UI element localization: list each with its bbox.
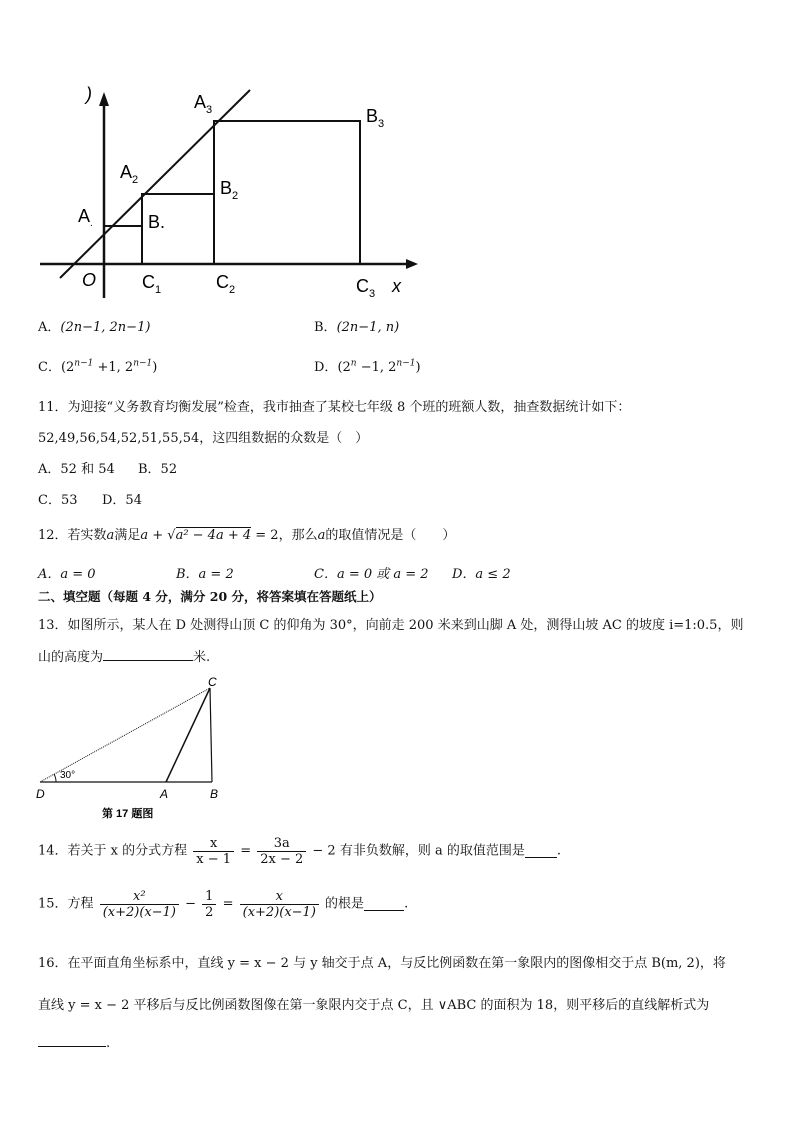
- point-C: C: [208, 675, 217, 689]
- option-10C: C．($2^{n-1} +1$, $2^{n-1}$): [38, 358, 158, 375]
- option-12C: C．a = 0 或 a = 2: [314, 567, 429, 582]
- option-11C: C．53: [38, 493, 78, 508]
- question-11-line1: 11．为迎接“义务教育均衡发展”检查，我市抽查了某校七年级 8 个班的班额人数，抽查数据统计如下：: [38, 400, 631, 415]
- question-16-line3: .: [38, 1034, 110, 1051]
- option-11A: A．52 和 54: [38, 462, 115, 477]
- option-11D: D．54: [102, 493, 142, 508]
- label-A2: $A_2$: [120, 162, 139, 186]
- y-axis-label: ): [86, 84, 92, 104]
- mountain-angle-figure: [30, 672, 230, 822]
- option-10B: B．(2n−1, n): [314, 320, 400, 335]
- question-14: 14．若关于 x 的分式方程 $\frac{x}{x - 1}$ = $\frac{3a}{2x - 2}$ − 2 有非负数解，则 a 的取值范围是 .: [38, 836, 561, 867]
- figure-caption: 第 17 题图: [102, 808, 154, 820]
- point-B: B: [210, 787, 219, 801]
- answer-blank-16[interactable]: [38, 1034, 106, 1047]
- label-A3: $A_3$: [194, 92, 213, 116]
- label-C1: $C_1$: [142, 272, 162, 296]
- angle-label: 30°: [60, 770, 76, 781]
- point-D: D: [36, 787, 45, 801]
- option-12B: B．a = 2: [176, 567, 234, 582]
- question-12: 12．若实数a满足a + √a² − 4a + 4 = 2，那么a的取值情况是（ ）: [38, 528, 456, 543]
- label-B1: B.: [148, 212, 166, 232]
- question-11-line2: 52,49,56,54,52,51,55,54，这四组数据的众数是（ ）: [38, 431, 369, 446]
- point-A: A: [160, 787, 169, 801]
- question-13-line1: 13．如图所示，某人在 D 处测得山顶 C 的仰角为 30°，向前走 200 米来到山脚 A 处，测得山坡 AC 的坡度 i=1:0.5，则: [38, 618, 744, 633]
- label-C3: $C_3$: [356, 276, 376, 300]
- option-11B: B．52: [138, 462, 178, 477]
- question-16-line2: 直线 y = x − 2 平移后与反比例函数图像在第一象限内交于点 C，且 ∨ABC 的面积为 18，则平移后的直线解析式为: [38, 998, 710, 1013]
- question-13-line2: 山的高度为 米.: [38, 650, 211, 665]
- option-12A: A．a = 0: [38, 567, 96, 582]
- label-C2: $C_2$: [216, 272, 236, 296]
- label-B2: $B_2$: [220, 178, 239, 202]
- option-10D: D．($2^n -1$, $2^{n-1}$): [314, 358, 421, 375]
- answer-blank-15[interactable]: [364, 898, 404, 911]
- label-B3: $B_3$: [366, 106, 385, 130]
- x-axis-label: x: [392, 276, 401, 296]
- answer-blank-14[interactable]: [525, 845, 557, 858]
- question-16-line1: 16．在平面直角坐标系中，直线 y = x − 2 与 y 轴交于点 A，与反比例函数在第一象限内的图像相交于点 B(m, 2)，将: [38, 956, 726, 971]
- option-12D: D．a ≤ 2: [452, 567, 511, 582]
- question-15: 15．方程 $\frac{\text{x²}}{(x+2)(x-1)}$ − $\frac{1}{2}$ = $\frac{x}{(x+2)(x-1)}$ 的根是 .: [38, 889, 409, 920]
- staircase-squares-figure: [30, 78, 430, 308]
- section-2-heading: 二、填空题（每题 4 分，满分 20 分，将答案填在答题纸上）: [38, 589, 382, 604]
- sqrt-sign: √: [167, 528, 176, 543]
- option-10A: A．(2n−1, 2n−1): [38, 320, 151, 335]
- answer-blank-13[interactable]: [103, 648, 193, 661]
- label-O: O: [82, 270, 97, 290]
- label-A1: $A_.$: [78, 206, 93, 229]
